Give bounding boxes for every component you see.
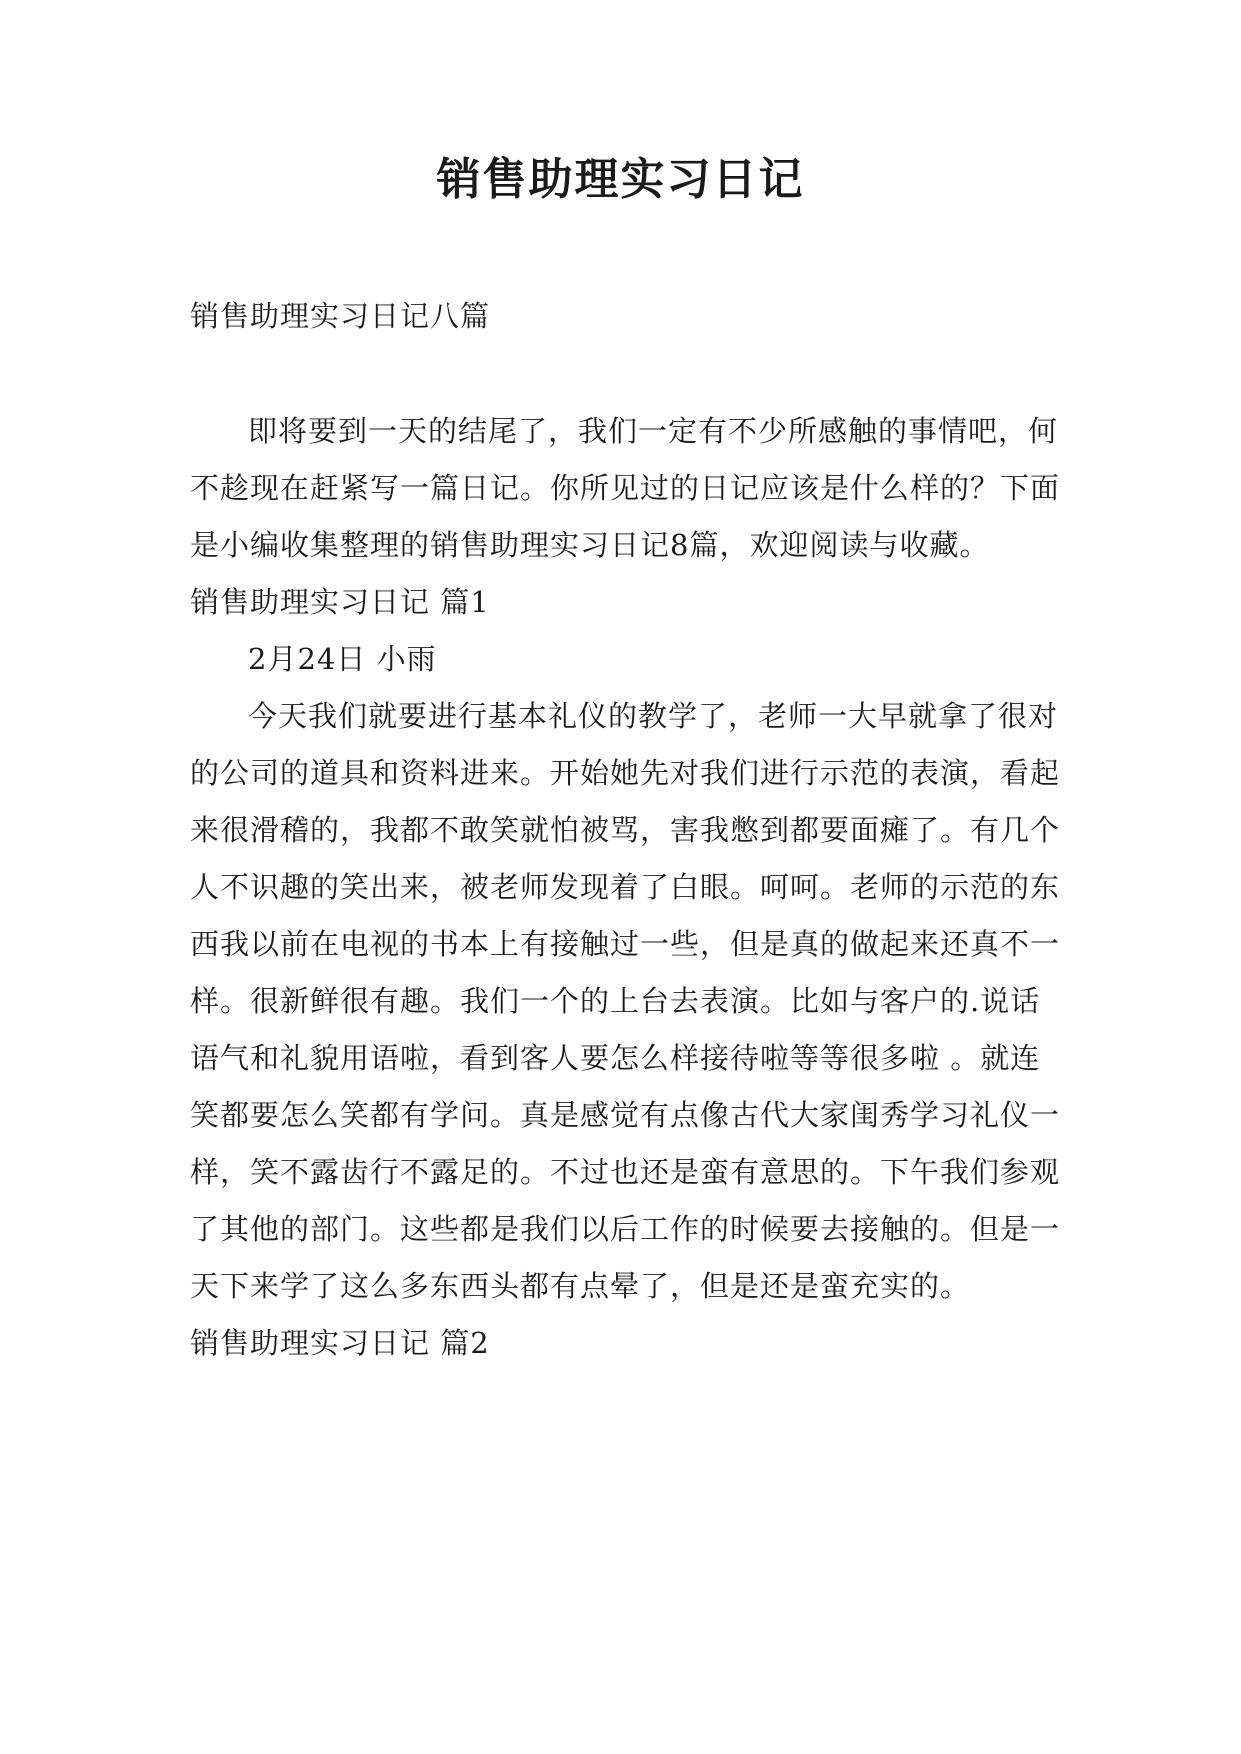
document-title: 销售助理实习日记 bbox=[436, 154, 805, 205]
section-heading-1: 销售助理实习日记 篇1 bbox=[190, 585, 490, 619]
section-1-body: 今天我们就要进行基本礼仪的教学了，老师一大早就拿了很对的公司的道具和资料进来。开始她先对我们进行示范的表演，看起来很滑稽的，我都不敢笑就怕被骂，害我憋到都要面瘫了。有几个人不识趣的笑出来，被老师发现着了白眼。呵呵。老师的示范的东西我以前在电视的书本上有接触过一些，但是真的做起来还真不一样。很新鲜很有趣。我们一个的上台去表演。比如与客户的.说话语气和礼貌用语啦，看到客人要怎么样接待啦等等很多啦 。就连笑都要怎么笑都有学问。真是感觉有点像古代大家闺秀学习礼仪一样，笑不露齿行不露足的。不过也还是蛮有意思的。下午我们参观了其他的部门。这些都是我们以后工作的时候要去接触的。但是一天下来学了这么多东西头都有点晕了，但是还是蛮充实的。 bbox=[190, 699, 1061, 1303]
section-1-date: 2月24日 小雨 bbox=[248, 642, 437, 676]
document-subtitle: 销售助理实习日记八篇 bbox=[190, 299, 491, 333]
intro-paragraph: 即将要到一天的结尾了，我们一定有不少所感触的事情吧，何不趁现在赶紧写一篇日记。你所见过的日记应该是什么样的？下面是小编收集整理的销售助理实习日记8篇，欢迎阅读与收藏。 bbox=[190, 414, 1061, 562]
section-heading-2: 销售助理实习日记 篇2 bbox=[190, 1326, 490, 1360]
document-body bbox=[190, 288, 1060, 1372]
